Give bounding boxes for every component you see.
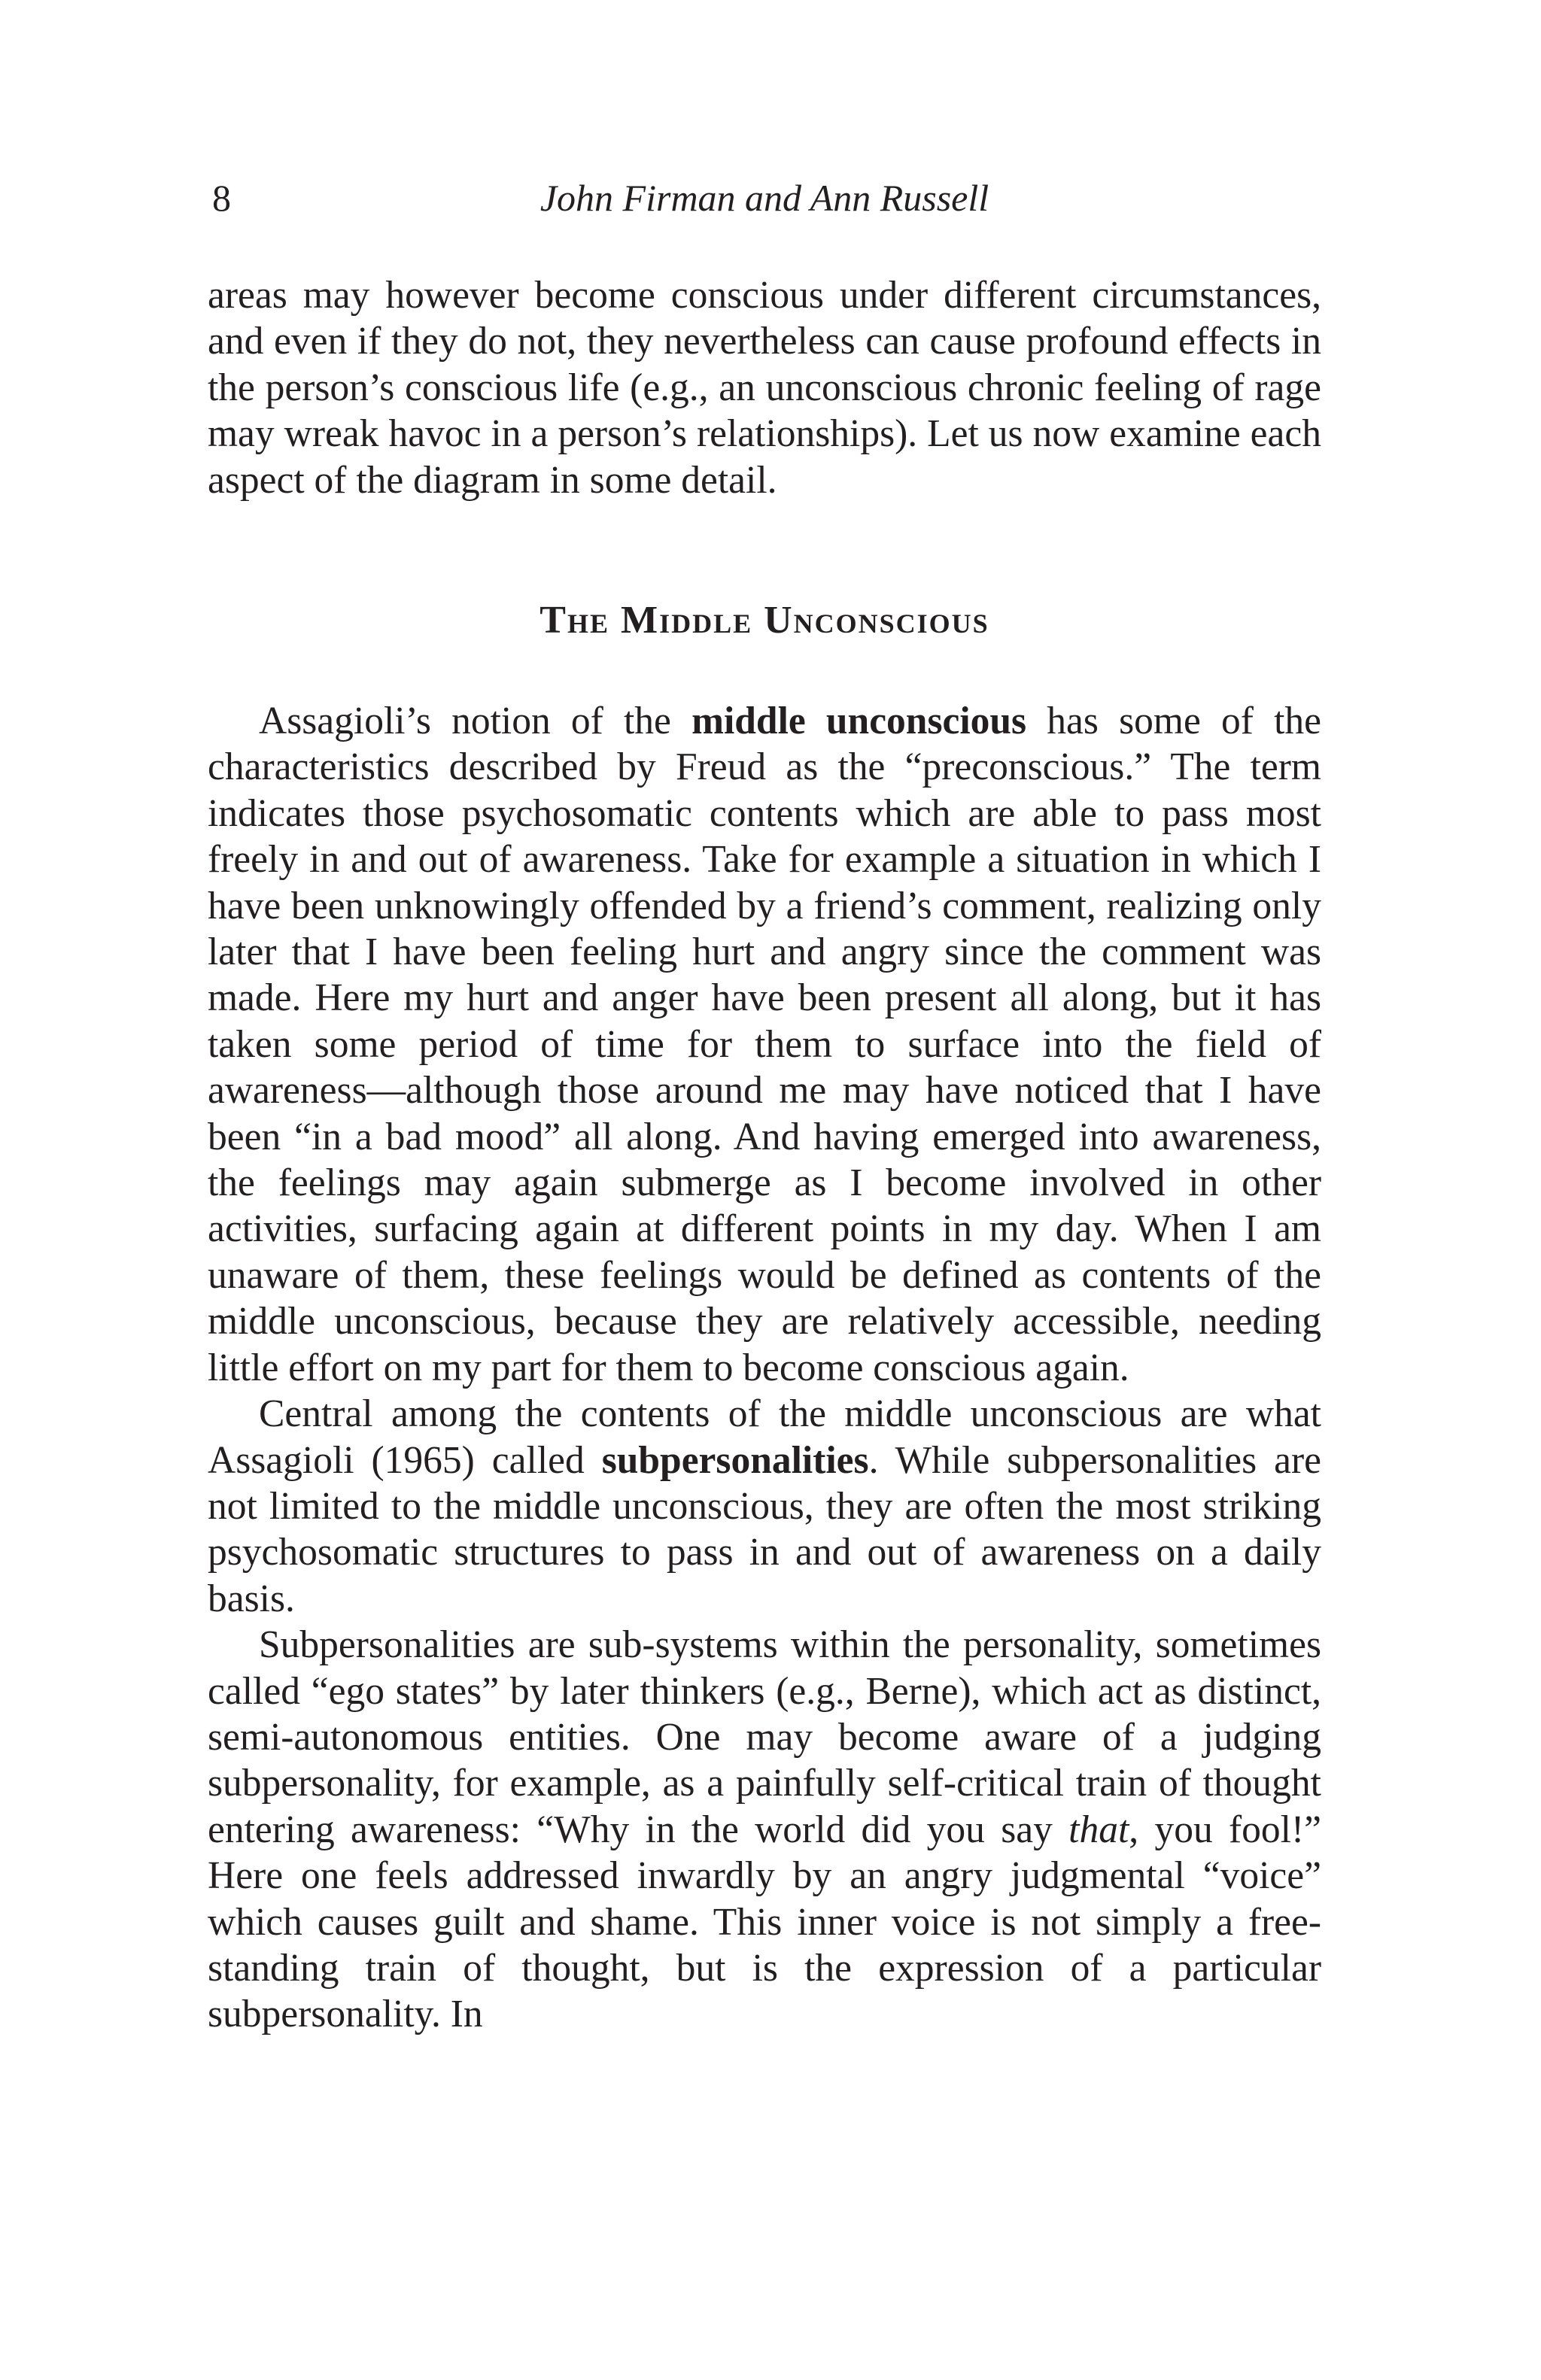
bold-term-subpersonalities: subpersonalities xyxy=(601,1438,869,1482)
paragraph-2-text-start: Central among the contents of the middle unconscious are what Assagioli (1965) called xyxy=(208,1392,1321,1482)
section-body xyxy=(208,698,1321,2038)
page-number: 8 xyxy=(212,177,231,219)
continuation-paragraph: areas may however become conscious under different circumstances, and even if they do not, they nevertheless can cause profound effects in the person’s conscious life (e.g., an unconscious chronic feeling of rage may wreak havoc in a person’s relationships). Let us now examine each aspect of the diagram in some detail. xyxy=(208,274,1321,502)
paragraph-3-text-end: , you fool!” Here one feels addressed inwardly by an angry judgmental “voice” which causes guilt and shame. This inner voice is not simply a free-standing train of thought, but is the expression of a particular subpersonality. In xyxy=(208,1808,1321,2036)
paragraph-1-text-end: has some of the characteristics described by Freud as the “preconscious.” The term indicates those psychosomatic contents which are able to pass most freely in and out of awareness. Take for example a situation in which I have been unknowingly offended by a friend’s comment, realizing only later that I have been feeling hurt and angry since the comment was made. Here my hurt and anger have been present all along, but it has taken some period of time for them to surface into the field of awareness—although those around me may have noticed that I have been “in a bad mood” all along. And having emerged into awareness, the feelings may again submerge as I become involved in other activities, surfacing again at different points in my day. When I am unaware of them, these feelings would be defined as contents of the middle unconscious, because they are relatively accessible, needing little effort on my part for them to become conscious again. xyxy=(208,700,1321,1389)
paragraph-2-text-end: . While subpersonalities are not limited to the middle unconscious, they are often the most striking psychosomatic structures to pass in and out of awareness on a daily basis. xyxy=(208,1438,1321,1620)
bold-term-middle-unconscious: middle unconscious xyxy=(691,700,1027,742)
paragraph-subpersonalities-description xyxy=(208,1622,1321,2038)
running-title: John Firman and Ann Russell xyxy=(540,177,989,219)
paragraph-middle-unconscious xyxy=(208,698,1321,1391)
running-head xyxy=(208,172,1321,224)
paragraph-subpersonalities-intro xyxy=(208,1391,1321,1622)
section-heading: The Middle Unconscious xyxy=(540,599,989,642)
continuation-text xyxy=(208,272,1321,503)
paragraph-1-text-start: Assagioli’s notion of the xyxy=(259,700,692,742)
italic-word-that: that xyxy=(1068,1808,1129,1851)
paragraph-3-text-start: Subpersonalities are sub-systems within the personality, sometimes called “ego states” by later thinkers (e.g., Berne), which act as distinct, semi-autonomous entities. One may become aware of a judging subpersonality, for example, as a painfully self-critical train of thought entering awareness: “Why in the world did you say xyxy=(208,1623,1321,1851)
